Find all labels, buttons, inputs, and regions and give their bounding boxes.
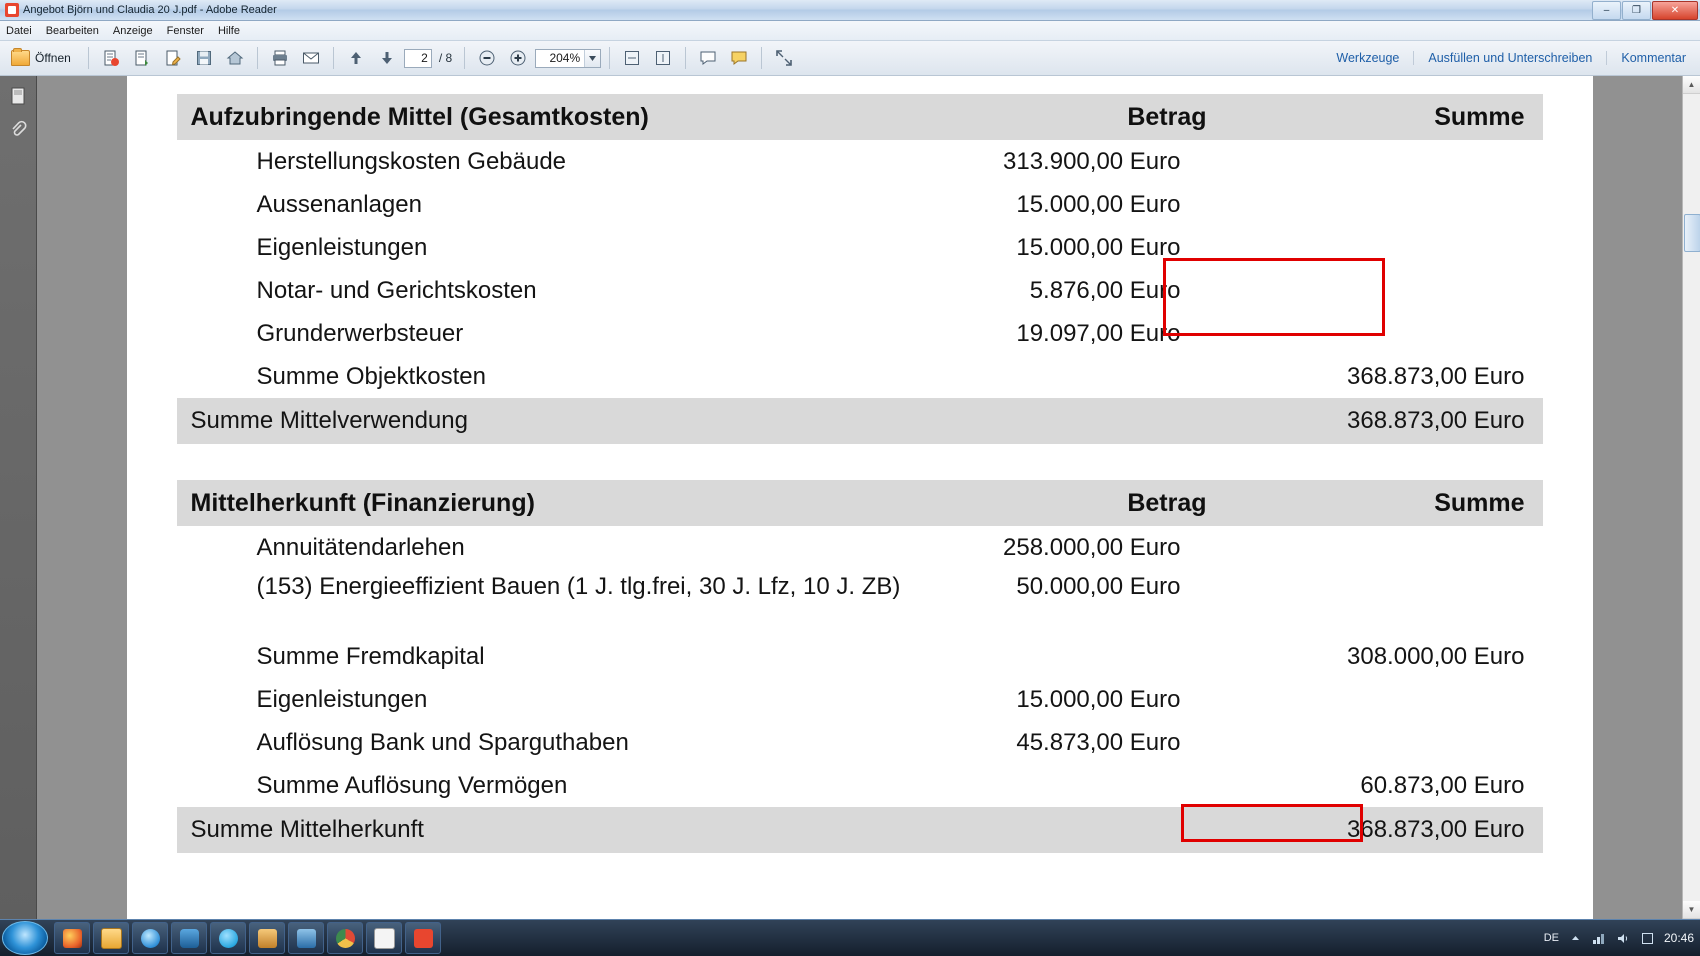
adobe-reader-icon xyxy=(414,929,433,948)
row-label: Aussenanlagen xyxy=(256,190,422,218)
table-row xyxy=(177,764,1543,807)
total-label: Summe Mittelverwendung xyxy=(177,398,907,444)
firefox-icon xyxy=(63,929,82,948)
open-file-label: Öffnen xyxy=(35,51,71,65)
toolbar-separator xyxy=(761,47,762,69)
row-summe xyxy=(1225,183,1543,226)
scroll-up-button[interactable]: ▲ xyxy=(1683,76,1700,94)
home-icon[interactable] xyxy=(221,44,249,72)
ausfuellen-und-unterschreiben-link[interactable]: Ausfüllen und Unterschreiben xyxy=(1414,51,1607,65)
row-label: Summe Auflösung Vermögen xyxy=(256,771,568,799)
folder-icon xyxy=(101,928,122,949)
row-summe xyxy=(1225,526,1543,569)
download-icon xyxy=(258,929,277,948)
row-label: Annuitätendarlehen xyxy=(256,533,465,561)
taskbar-item-chrome[interactable] xyxy=(327,922,363,954)
taskbar-item-editor[interactable] xyxy=(288,922,324,954)
toolbar-separator xyxy=(685,47,686,69)
row-betrag: 258.000,00 Euro xyxy=(1003,533,1181,561)
skype-icon xyxy=(219,929,238,948)
row-betrag: 50.000,00 Euro xyxy=(1016,573,1181,600)
language-indicator[interactable]: DE xyxy=(1543,932,1559,944)
document-icon xyxy=(374,928,395,949)
comment-bubble-icon[interactable] xyxy=(694,44,722,72)
taskbar-item-internet-explorer[interactable] xyxy=(132,922,168,954)
row-betrag: 15.000,00 Euro xyxy=(1016,233,1181,261)
zoom-level-combobox[interactable] xyxy=(535,49,601,68)
section-title: Aufzubringende Mittel (Gesamtkosten) xyxy=(177,94,907,140)
taskbar-clock[interactable]: 20:46 xyxy=(1663,931,1694,945)
save-as-icon[interactable] xyxy=(128,44,156,72)
row-summe xyxy=(1225,269,1543,312)
table-header-row xyxy=(177,480,1543,526)
kommentar-link[interactable]: Kommentar xyxy=(1621,51,1686,65)
row-betrag xyxy=(907,635,1225,678)
row-summe xyxy=(1225,569,1543,635)
row-summe: 368.873,00 Euro xyxy=(1347,362,1525,390)
row-betrag: 5.876,00 Euro xyxy=(1029,276,1181,304)
toolbar-right-links xyxy=(1322,51,1690,65)
kosten-table xyxy=(177,94,1543,853)
page-number-input[interactable]: 2 xyxy=(404,49,432,68)
taskbar-item-download-manager[interactable] xyxy=(249,922,285,954)
total-betrag xyxy=(907,807,1225,853)
table-row xyxy=(177,183,1543,226)
highlight-text-icon[interactable] xyxy=(725,44,753,72)
row-betrag xyxy=(907,764,1225,807)
zoom-level-value: 204% xyxy=(549,51,581,65)
navigation-rail xyxy=(0,76,37,919)
editor-icon xyxy=(297,929,316,948)
row-label: Eigenleistungen xyxy=(256,685,428,713)
toolbar-separator xyxy=(88,47,89,69)
taskbar-item-firefox[interactable] xyxy=(54,922,90,954)
pdf-page xyxy=(127,76,1593,919)
show-hidden-icons-icon[interactable] xyxy=(1568,931,1583,946)
taskbar-item-explorer[interactable] xyxy=(93,922,129,954)
table-row xyxy=(177,312,1543,355)
row-label: Grunderwerbsteuer xyxy=(256,319,464,347)
taskbar-item-skype[interactable] xyxy=(210,922,246,954)
row-summe xyxy=(1225,678,1543,721)
media-player-icon xyxy=(180,929,199,948)
row-label: Auflösung Bank und Sparguthaben xyxy=(256,728,629,756)
taskbar-item-media-player[interactable] xyxy=(171,922,207,954)
print-icon[interactable] xyxy=(266,44,294,72)
zoom-in-icon[interactable] xyxy=(504,44,532,72)
menu-item-anzeige[interactable]: Anzeige xyxy=(112,24,153,37)
row-summe xyxy=(1225,226,1543,269)
werkzeuge-link[interactable]: Werkzeuge xyxy=(1322,51,1414,65)
column-header-betrag: Betrag xyxy=(907,94,1225,140)
attachments-icon[interactable] xyxy=(6,118,30,142)
toolbar-separator xyxy=(333,47,334,69)
save-icon[interactable] xyxy=(190,44,218,72)
row-label: Eigenleistungen xyxy=(256,233,428,261)
volume-icon[interactable] xyxy=(1616,931,1631,946)
column-header-betrag: Betrag xyxy=(907,480,1225,526)
row-betrag: 15.000,00 Euro xyxy=(1016,190,1181,218)
start-button-icon[interactable] xyxy=(2,921,48,955)
row-label: Notar- und Gerichtskosten xyxy=(256,276,537,304)
previous-page-icon[interactable] xyxy=(342,44,370,72)
menu-bar xyxy=(0,21,1700,41)
menu-item-datei[interactable]: Datei xyxy=(6,24,32,37)
scroll-down-button[interactable]: ▼ xyxy=(1683,901,1700,919)
minimize-button[interactable]: – xyxy=(1592,1,1621,20)
network-icon[interactable] xyxy=(1592,931,1607,946)
table-row xyxy=(177,226,1543,269)
total-label: Summe Mittelherkunft xyxy=(177,807,907,853)
window-controls xyxy=(1592,1,1698,20)
table-total-row xyxy=(177,807,1543,853)
maximize-button[interactable]: ❐ xyxy=(1622,1,1651,20)
window-title: Angebot Björn und Claudia 20 J.pdf - Adobe Reader xyxy=(23,4,277,16)
toolbar xyxy=(0,41,1700,76)
total-summe: 368.873,00 Euro xyxy=(1225,398,1543,444)
chevron-down-icon[interactable] xyxy=(584,50,600,67)
open-file-button[interactable] xyxy=(6,47,80,69)
table-total-row xyxy=(177,398,1543,444)
total-summe: 368.873,00 Euro xyxy=(1225,807,1543,853)
row-label: Herstellungskosten Gebäude xyxy=(256,147,567,175)
scrollbar-track[interactable] xyxy=(1683,94,1700,901)
row-betrag: 45.873,00 Euro xyxy=(1016,728,1181,756)
table-row xyxy=(177,269,1543,312)
row-label: (153) Energieeffizient Bauen (1 J. tlg.frei, 30 J. Lfz, 10 J. ZB) xyxy=(256,573,901,600)
action-center-icon[interactable] xyxy=(1640,931,1655,946)
page-total-label: / 8 xyxy=(438,51,453,65)
row-betrag xyxy=(907,355,1225,398)
work-area xyxy=(0,76,1700,919)
table-row xyxy=(177,526,1543,569)
row-summe xyxy=(1225,312,1543,355)
toolbar-separator xyxy=(464,47,465,69)
chrome-icon xyxy=(336,929,355,948)
toolbar-separator xyxy=(609,47,610,69)
taskbar xyxy=(0,919,1700,956)
table-row xyxy=(177,721,1543,764)
title-bar xyxy=(0,0,1700,21)
next-page-icon[interactable] xyxy=(373,44,401,72)
taskbar-item-adobe-reader[interactable] xyxy=(405,922,441,954)
row-label: Summe Objektkosten xyxy=(256,362,486,390)
internet-explorer-icon xyxy=(141,929,160,948)
section-title: Mittelherkunft (Finanzierung) xyxy=(177,480,907,526)
row-summe xyxy=(1225,140,1543,183)
edit-pdf-icon[interactable] xyxy=(159,44,187,72)
zoom-out-icon[interactable] xyxy=(473,44,501,72)
table-header-row xyxy=(177,94,1543,140)
page-thumbnails-icon[interactable] xyxy=(6,84,30,108)
vertical-scrollbar[interactable] xyxy=(1682,76,1700,919)
table-row xyxy=(177,678,1543,721)
table-row xyxy=(177,140,1543,183)
adobe-reader-icon xyxy=(5,3,19,17)
column-header-summe: Summe xyxy=(1225,480,1543,526)
row-label: Summe Fremdkapital xyxy=(256,642,485,670)
table-row xyxy=(177,635,1543,678)
column-header-summe: Summe xyxy=(1225,94,1543,140)
row-summe: 60.873,00 Euro xyxy=(1360,771,1525,799)
row-summe xyxy=(1225,721,1543,764)
row-summe: 308.000,00 Euro xyxy=(1347,642,1525,670)
row-betrag: 313.900,00 Euro xyxy=(1003,147,1181,175)
section-gap xyxy=(177,444,1543,480)
menu-item-hilfe[interactable]: Hilfe xyxy=(217,24,240,37)
row-betrag: 19.097,00 Euro xyxy=(1016,319,1181,347)
menu-item-fenster[interactable]: Fenster xyxy=(166,24,204,37)
table-row xyxy=(177,355,1543,398)
folder-icon xyxy=(11,50,30,66)
taskbar-item-document[interactable] xyxy=(366,922,402,954)
row-betrag: 15.000,00 Euro xyxy=(1016,685,1181,713)
total-betrag xyxy=(907,398,1225,444)
document-scroll-area[interactable] xyxy=(37,76,1682,919)
fit-width-icon[interactable] xyxy=(649,44,677,72)
scrollbar-thumb[interactable] xyxy=(1684,214,1700,252)
read-mode-icon[interactable] xyxy=(770,44,798,72)
toolbar-separator xyxy=(257,47,258,69)
menu-item-bearbeiten[interactable]: Bearbeiten xyxy=(45,24,99,37)
close-button[interactable]: ✕ xyxy=(1652,1,1698,20)
table-row xyxy=(177,569,1543,635)
system-tray xyxy=(1544,931,1694,946)
fit-page-icon[interactable] xyxy=(618,44,646,72)
create-pdf-icon[interactable] xyxy=(97,44,125,72)
email-icon[interactable] xyxy=(297,44,325,72)
